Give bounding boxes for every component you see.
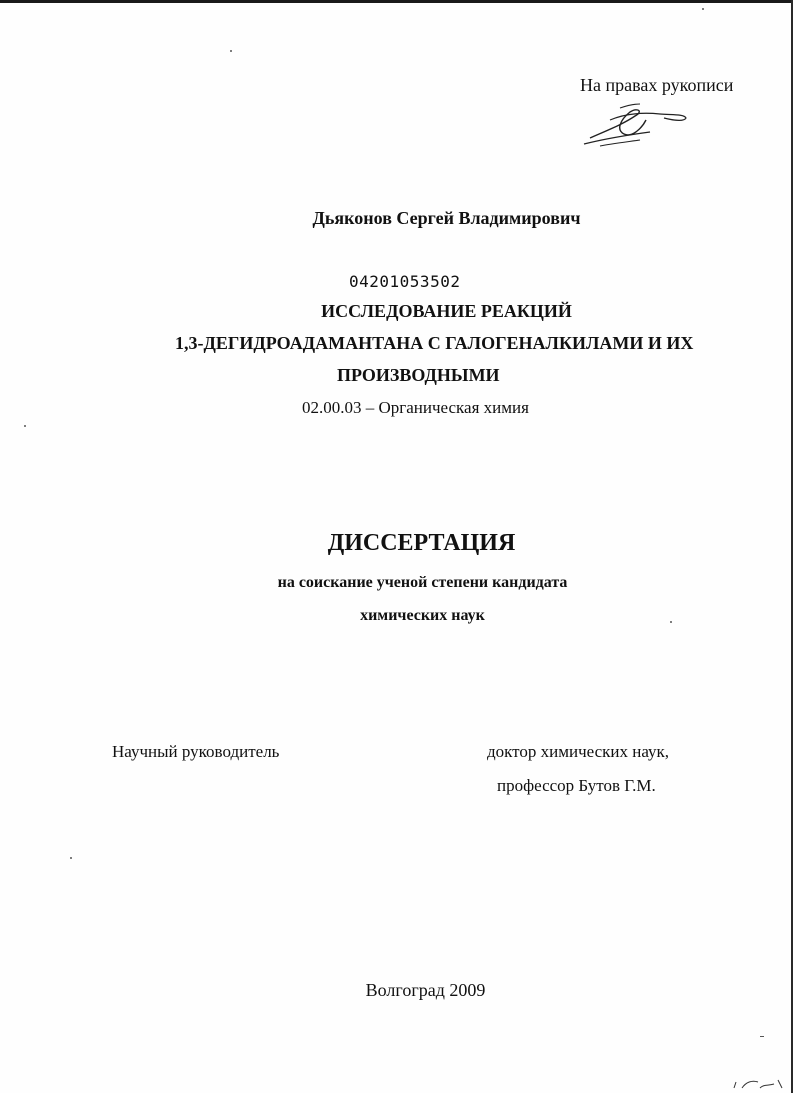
registry-code: 04201053502	[349, 272, 461, 291]
degree-line-2: химических наук	[360, 607, 485, 624]
scan-edge-top	[0, 0, 793, 3]
author-name: Дьяконов Сергей Владимирович	[312, 208, 581, 228]
manuscript-rights-note: На правах рукописи	[580, 75, 734, 95]
document-type: ДИССЕРТАЦИЯ	[327, 530, 516, 556]
supervisor-name: профессор Бутов Г.М.	[497, 776, 656, 795]
supervisor-label: Научный руководитель	[112, 742, 280, 761]
title-line-1: ИССЛЕДОВАНИЕ РЕАКЦИЙ	[321, 301, 572, 321]
scan-speck	[670, 621, 672, 623]
title-line-3: ПРОИЗВОДНЫМИ	[337, 365, 500, 385]
scan-speck	[702, 8, 704, 10]
title-line-2: 1,3-ДЕГИДРОАДАМАНТАНА С ГАЛОГЕНАЛКИЛАМИ И ИХ	[175, 333, 694, 353]
scan-speck	[760, 1036, 764, 1037]
specialty: 02.00.03 – Органическая химия	[302, 398, 529, 417]
supervisor-degree: доктор химических наук,	[487, 742, 670, 761]
scan-speck	[230, 50, 232, 52]
scan-speck	[70, 857, 72, 859]
corner-scribble-mark	[728, 1068, 788, 1090]
place-year: Волгоград 2009	[365, 980, 486, 1000]
scan-speck	[24, 425, 26, 427]
degree-line-1: на соискание ученой степени кандидата	[277, 574, 568, 591]
signature-mark	[580, 100, 690, 152]
